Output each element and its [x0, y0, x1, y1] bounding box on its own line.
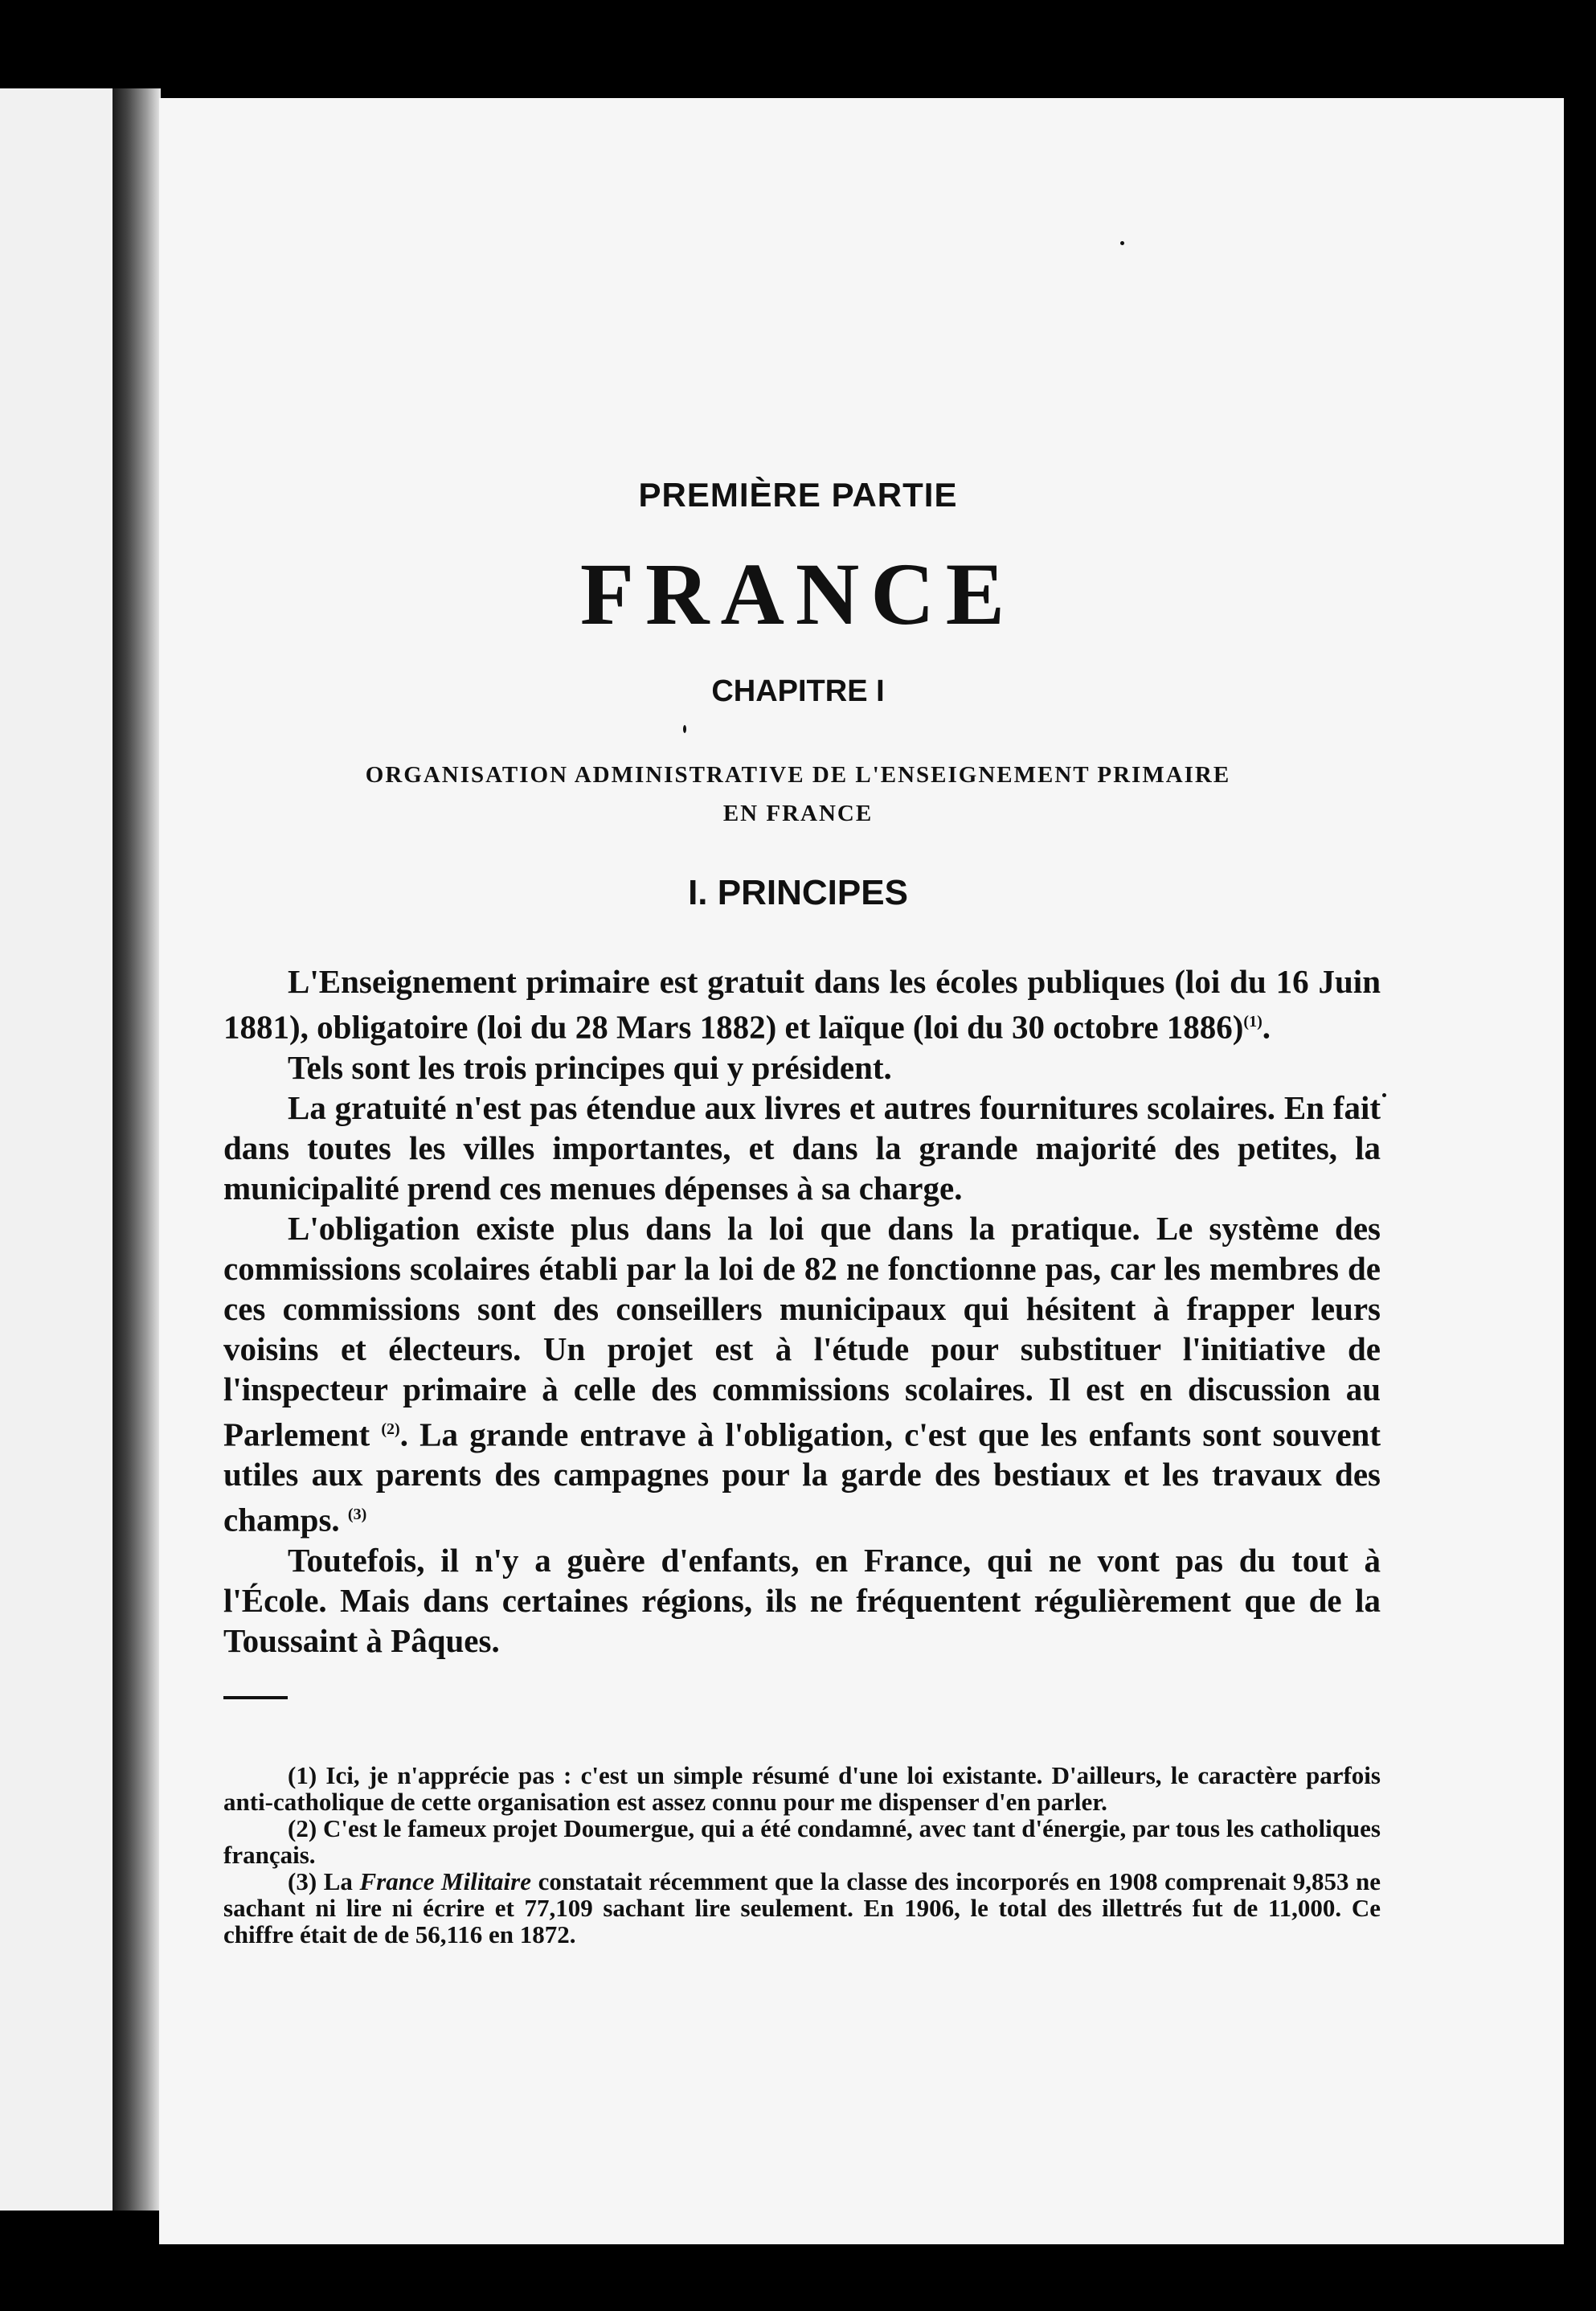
footnote-separator: [223, 1696, 288, 1699]
paragraph: Tels sont les trois principes qui y président.: [288, 1048, 892, 1086]
chapter-heading: CHAPITRE I: [711, 674, 885, 708]
facing-page-edge: [0, 88, 113, 2211]
paragraph: Toutefois, il n'y a guère d'enfants, en France, qui ne vont pas du tout à l'École. Mais dans certaines régions, ils ne fréquentent régulièrement que de la Toussaint à Pâques.: [223, 1541, 1381, 1659]
footnote: (1) Ici, je n'apprécie pas : c'est un simple résumé d'une loi existante. D'ailleurs, le caractère parfois anti-catholique de cette organisation est assez connu pour me dispenser d'en parler.: [223, 1760, 1381, 1816]
chapter-subtitle: [256, 756, 1340, 833]
page-speck: [1382, 1093, 1386, 1097]
footnote-ref: (1): [1243, 1013, 1262, 1031]
footnote: (2) C'est le fameux projet Doumergue, qui a été condamné, avec tant d'énergie, par tous les catholiques français.: [223, 1813, 1381, 1869]
footnote: (3) La France Militaire constatait récemment que la classe des incorporés en 1908 comprenait 9,853 ne sachant ni lire ni écrire et 77,109 sachant lire seulement. En 1906, le total des illettrés fut de 11,000. Ce chiffre était de de 56,116 en 1872.: [223, 1866, 1381, 1948]
section-title: I. PRINCIPES: [688, 873, 908, 912]
body-text: [223, 961, 1381, 1661]
page-content: [191, 476, 1381, 1948]
part-title: PREMIÈRE PARTIE: [638, 476, 958, 514]
footnote-ref: (3): [347, 1506, 367, 1524]
chapter-subtitle-line-2: EN FRANCE: [722, 801, 874, 826]
chapter-subtitle-line-1: ORGANISATION ADMINISTRATIVE DE L'ENSEIGNEMENT PRIMAIRE: [365, 762, 1231, 788]
paragraph: L'obligation existe plus dans la loi que dans la pratique. Le système des commissions scolaires établi par la loi de 82 ne fonctionne pas, car les membres de ces commissions sont des conseillers municipaux qui hésitent à frapper leurs voisins et électeurs. Un projet est à l'étude pour substituer l'initiative de l'inspecteur primaire à celle des commissions scolaires. Il est en discussion au Parlement $^{(2)}$. La grande entrave à l'obligation, c'est que les enfants sont souvent utiles aux parents des campagnes pour la garde des bestiaux et les travaux des champs. $^{(3)}$: [223, 1209, 1381, 1539]
book-spine: [113, 88, 161, 2211]
paragraph: La gratuité n'est pas étendue aux livres et autres fournitures scolaires. En fait dans toutes les villes importantes, et dans la grande majorité des petites, la municipalité prend ces menues dépenses à sa charge.: [223, 1088, 1381, 1207]
book-page: [159, 98, 1564, 2244]
footnotes: [223, 1762, 1381, 1948]
paragraph: L'Enseignement primaire est gratuit dans les écoles publiques (loi du 16 Juin 1881), obligatoire (loi du 28 Mars 1882) et laïque (loi du 30 octobre 1886)$^{(1)}$.: [223, 963, 1381, 1046]
page-speck: [1120, 241, 1124, 245]
footnote-ref: (2): [381, 1420, 400, 1438]
main-title: FRANCE: [579, 545, 1017, 643]
